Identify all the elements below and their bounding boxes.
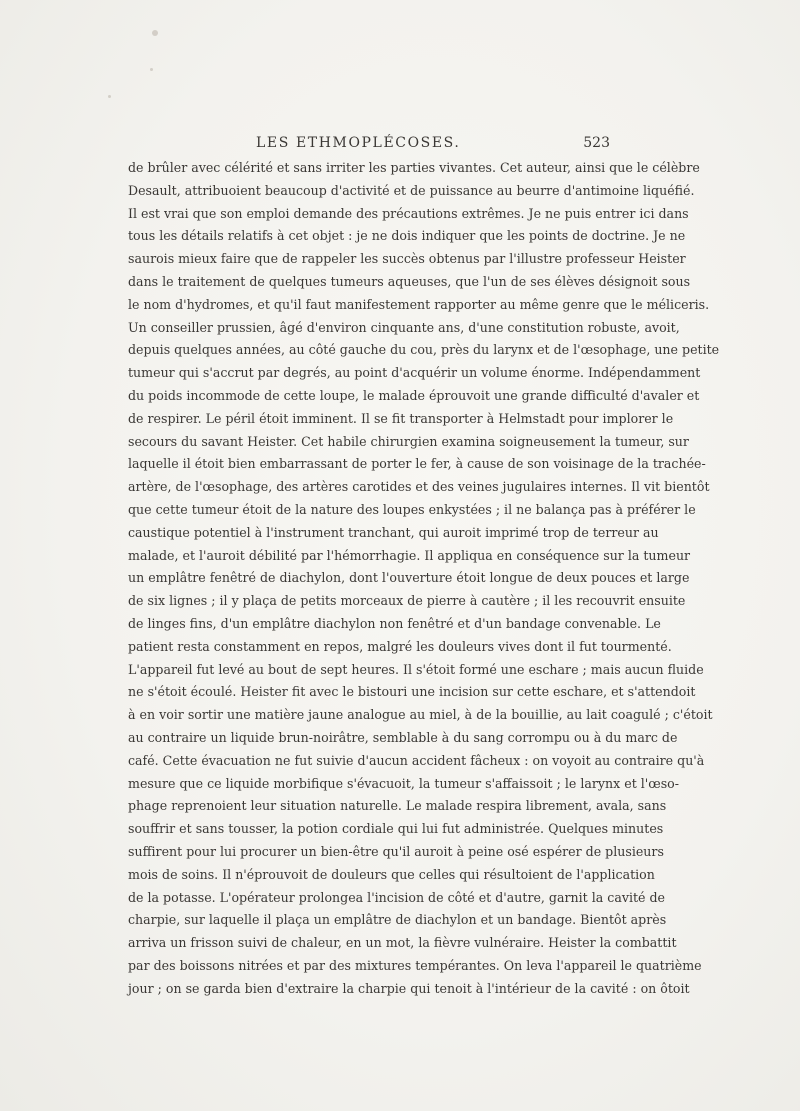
text-line: un emplâtre fenêtré de diachylon, dont l'ouverture étoit longue de deux pouces et large <box>128 570 690 586</box>
text-line: café. Cette évacuation ne fut suivie d'aucun accident fâcheux : on voyoit au contraire qu'à <box>128 752 705 768</box>
text-line: depuis quelques années, au côté gauche du cou, près du larynx et de l'œsophage, une petite <box>128 342 720 358</box>
text-line: à en voir sortir une matière jaune analogue au miel, à de la bouillie, au lait coagulé ; c'étoit <box>128 707 713 723</box>
text-line: charpie, sur laquelle il plaça un emplâtre de diachylon et un bandage. Bientôt après <box>128 912 667 928</box>
text-line: au contraire un liquide brun-noirâtre, semblable à du sang corrompu ou à du marc de <box>128 729 678 745</box>
paper-stain <box>108 95 111 98</box>
body-text <box>128 157 720 1000</box>
text-line: du poids incommode de cette loupe, le malade éprouvoit une grande difficulté d'avaler et <box>128 387 700 403</box>
text-line: ne s'étoit écoulé. Heister fit avec le bistouri une incision sur cette eschare, et s'attendoit <box>128 684 696 700</box>
text-line: Desault, attribuoient beaucoup d'activité et de puissance au beurre d'antimoine liquéfié. <box>128 182 695 198</box>
running-title: LES ETHMOPLÉCOSES. <box>256 135 461 151</box>
text-line: tumeur qui s'accrut par degrés, au point d'acquérir un volume énorme. Indépendamment <box>128 365 701 381</box>
text-line: tous les détails relatifs à cet objet : je ne dois indiquer que les points de doctrine. Je ne <box>128 228 686 244</box>
page-header <box>128 135 610 157</box>
text-line: mesure que ce liquide morbifique s'évacuoit, la tumeur s'affaissoit ; le larynx et l'œso- <box>128 775 679 791</box>
text-line: Un conseiller prussien, âgé d'environ cinquante ans, d'une constitution robuste, avoit, <box>128 319 680 335</box>
text-line: de brûler avec célérité et sans irriter les parties vivantes. Cet auteur, ainsi que le célèbre <box>128 160 700 175</box>
text-line: dans le traitement de quelques tumeurs aqueuses, que l'un de ses élèves désignoit sous <box>128 273 691 289</box>
text-line: que cette tumeur étoit de la nature des loupes enkystées ; il ne balança pas à préférer le <box>128 501 696 517</box>
text-line: de linges fins, d'un emplâtre diachylon non fenêtré et d'un bandage convenable. Le <box>128 615 661 631</box>
paper-stain <box>150 68 153 71</box>
text-line: L'appareil fut levé au bout de sept heures. Il s'étoit formé une eschare ; mais aucun fluide <box>128 661 704 677</box>
text-line: artère, de l'œsophage, des artères carotides et des veines jugulaires internes. Il vit bientôt <box>128 479 710 495</box>
text-line: arriva un frisson suivi de chaleur, en un mot, la fièvre vulnéraire. Heister la combattit <box>128 935 677 951</box>
paper-stain <box>152 30 158 36</box>
text-line: malade, et l'auroit débilité par l'hémorrhagie. Il appliqua en conséquence sur la tumeur <box>128 547 691 563</box>
text-line: par des boissons nitrées et par des mixtures tempérantes. On leva l'appareil le quatrième <box>128 957 702 973</box>
text-line: suffirent pour lui procurer un bien-être qu'il auroit à peine osé espérer de plusieurs <box>128 843 664 859</box>
text-line: souffrir et sans tousser, la potion cordiale qui lui fut administrée. Quelques minutes <box>128 821 664 837</box>
text-line: saurois mieux faire que de rappeler les succès obtenus par l'illustre professeur Heister <box>128 251 686 267</box>
page-number: 523 <box>583 135 610 151</box>
text-line: secours du savant Heister. Cet habile chirurgien examina soigneusement la tumeur, sur <box>128 433 689 449</box>
text-line: mois de soins. Il n'éprouvoit de douleurs que celles qui résultoient de l'application <box>128 866 655 882</box>
text-line: jour ; on se garda bien d'extraire la charpie qui tenoit à l'intérieur de la cavité : on ôtoit <box>128 980 690 996</box>
text-line: de six lignes ; il y plaça de petits morceaux de pierre à cautère ; il les recouvrit ensuite <box>128 593 686 609</box>
text-line: le nom d'hydromes, et qu'il faut manifestement rapporter au même genre que le méliceris. <box>128 296 710 312</box>
text-line: patient resta constamment en repos, malgré les douleurs vives dont il fut tourmenté. <box>128 638 672 654</box>
text-line: Il est vrai que son emploi demande des précautions extrêmes. Je ne puis entrer ici dans <box>128 205 689 221</box>
text-line: caustique potentiel à l'instrument tranchant, qui auroit imprimé trop de terreur au <box>128 524 659 540</box>
text-line: phage reprenoient leur situation naturelle. Le malade respira librement, avala, sans <box>128 798 667 814</box>
text-line: laquelle il étoit bien embarrassant de porter le fer, à cause de son voisinage de la trachée- <box>128 456 706 472</box>
text-line: de la potasse. L'opérateur prolongea l'incision de côté et d'autre, garnit la cavité de <box>128 889 665 905</box>
text-line: de respirer. Le péril étoit imminent. Il se fit transporter à Helmstadt pour implorer le <box>128 410 674 426</box>
